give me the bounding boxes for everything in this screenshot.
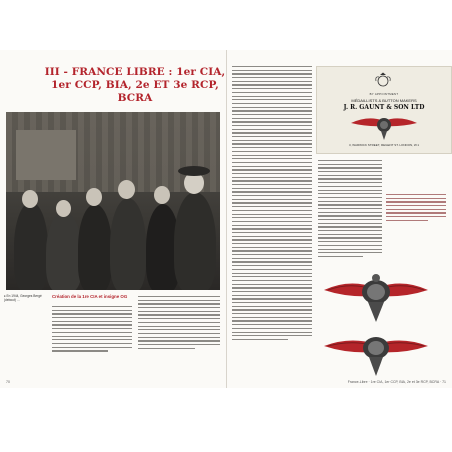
royal-crest-icon — [373, 72, 393, 88]
right-page-footer: France-Libre · 1re CIA, 1er CCP, BIA, 2e et 3e RCP, BCRA · 71 — [347, 380, 446, 384]
card-maker-name: J. R. GAUNT & SON LTD — [343, 104, 425, 111]
photo-face — [86, 188, 102, 206]
maker-card — [316, 66, 452, 154]
photo-person — [78, 204, 112, 290]
photo-person — [110, 198, 146, 290]
left-page-number: 70 — [6, 380, 10, 384]
page-title — [40, 66, 230, 105]
photo-face — [22, 190, 38, 208]
photo-face — [118, 180, 135, 199]
right-column-1-text — [232, 66, 312, 343]
photo-face — [154, 186, 170, 204]
card-appointment-line: BY APPOINTMENT — [369, 92, 399, 96]
right-column-2-text — [318, 160, 382, 260]
photo-hat — [178, 166, 210, 176]
paratrooper-wings-badge-1 — [322, 272, 430, 324]
photo-shelf — [16, 130, 76, 180]
card-firm-line: MÉDAILLISTS & BUTTON MAKERS — [351, 98, 417, 103]
left-column-2-text — [138, 296, 220, 351]
page-title-line-2: 1er CCP, BIA, 2e ET 3e RCP, BCRA — [51, 79, 219, 104]
photo-person — [14, 202, 48, 290]
left-column-1-text — [52, 306, 132, 354]
historical-group-photo — [6, 112, 220, 290]
paratrooper-wings-badge-2 — [322, 330, 430, 378]
photo-face — [56, 200, 71, 217]
photo-person — [46, 212, 82, 290]
photo-person-woman — [174, 192, 216, 290]
photo-caption: ♦ En 1944, Georges Bergé (debout) … — [4, 294, 42, 302]
card-badge-icon — [349, 111, 419, 141]
page-title-line-1: III - FRANCE LIBRE : 1er CIA, — [44, 66, 226, 78]
right-photo-caption-text — [386, 194, 446, 224]
section-heading: Création de la 1re CIA et insigne OG — [52, 294, 128, 299]
card-address: 3, WARWICK STREET, REGENT ST. LONDON, W.1 — [348, 143, 420, 147]
